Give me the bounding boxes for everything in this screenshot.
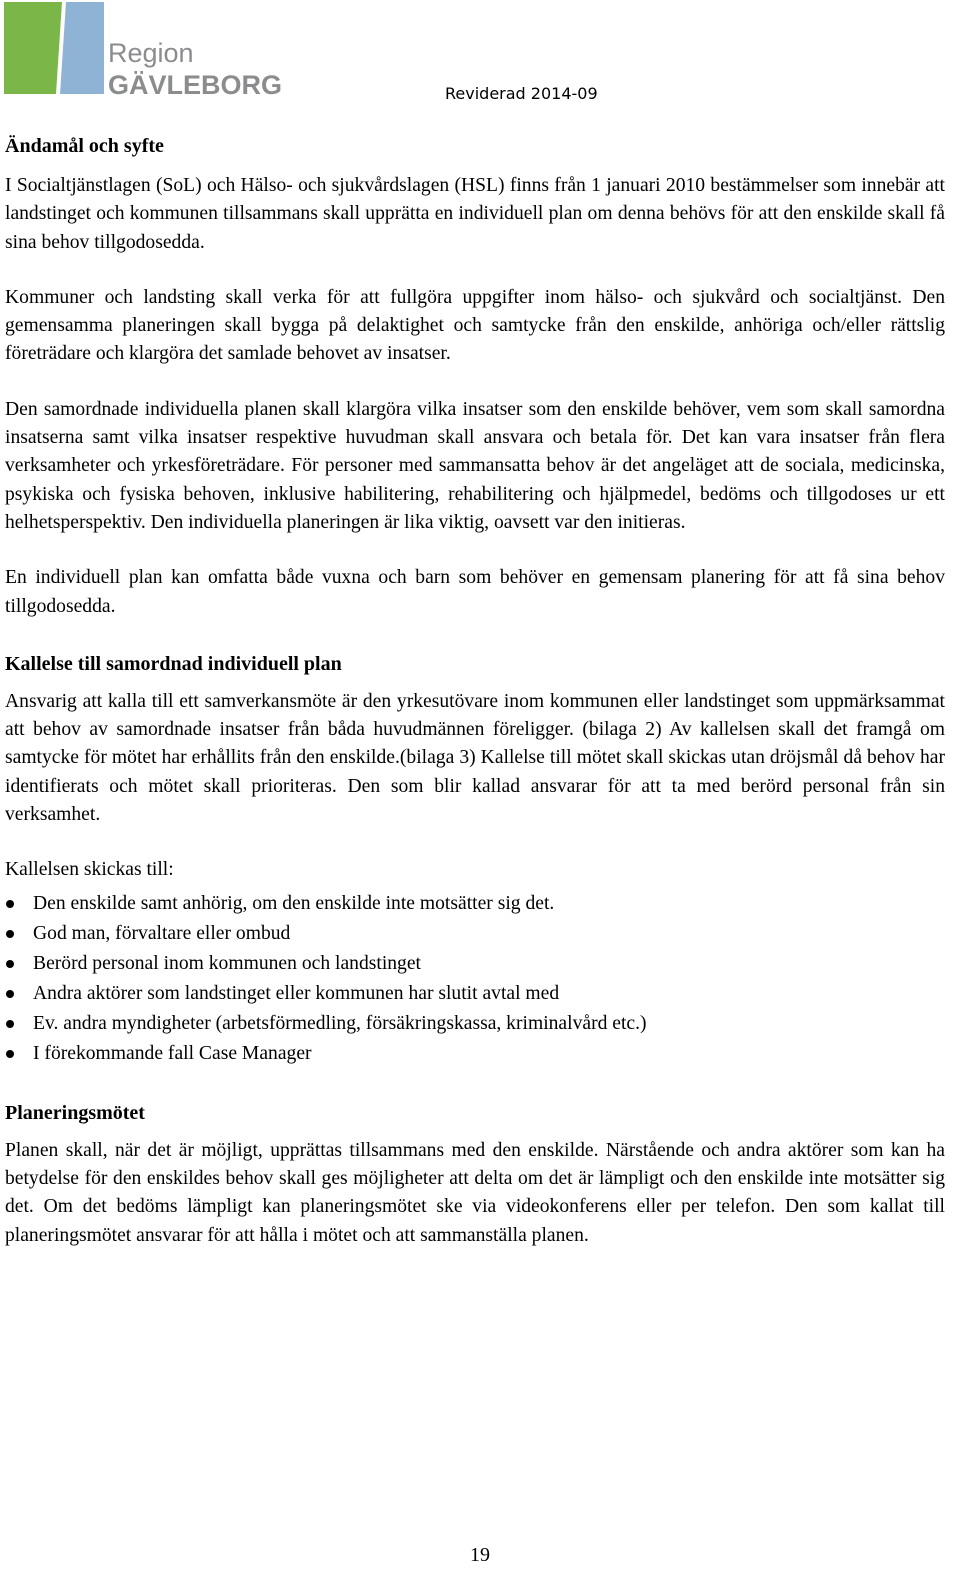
paragraph: En individuell plan kan omfatta både vuxna och barn som behöver en gemensam planering för att få sina behov tillgodosedda. — [5, 567, 945, 617]
list-item — [5, 1009, 945, 1039]
list-item-text: I förekommande fall Case Manager — [33, 1042, 312, 1064]
bullet-icon — [6, 960, 14, 968]
bullet-icon — [6, 930, 14, 938]
list-item — [5, 979, 945, 1009]
bullet-icon — [6, 1020, 14, 1028]
bullet-icon — [6, 900, 14, 908]
section-title-summons: Kallelse till samordnad individuell plan — [5, 652, 342, 675]
paragraph: Kommuner och landsting skall verka för att fullgöra uppgifter inom hälso- och sjukvård och socialtjänst. Den gemensamma planeringen skall bygga på delaktighet och samtycke från den enskilde, anhöriga och/eller rättslig företrädare och klargöra det samlade behovet av insatser. — [5, 286, 945, 365]
list-item-text: Andra aktörer som landstinget eller kommunen har slutit avtal med — [33, 982, 560, 1004]
list-item-text: Ev. andra myndigheter (arbetsförmedling, försäkringskassa, kriminalvård etc.) — [33, 1012, 647, 1034]
recipient-list — [5, 889, 945, 1069]
revision-date: Reviderad 2014-09 — [445, 84, 598, 103]
section-title-purpose: Ändamål och syfte — [5, 135, 164, 157]
list-item-text: Berörd personal inom kommunen och landstinget — [33, 952, 421, 974]
list-item — [5, 949, 945, 979]
document-body — [5, 130, 945, 1277]
page-header — [0, 0, 960, 110]
page-number: 19 — [470, 1544, 490, 1566]
bullet-icon — [6, 1050, 14, 1058]
list-item-text: God man, förvaltare eller ombud — [33, 922, 291, 944]
logo-text-gavleborg: GÄVLEBORG — [108, 70, 283, 100]
list-item-text: Den enskilde samt anhörig, om den enskilde inte motsätter sig det. — [33, 892, 555, 914]
paragraph: Den samordnade individuella planen skall klargöra vilka insatser som den enskilde behöver, vem som skall samordna insatserna samt vilka insatser respektive huvudman skall ansvara och betala för. Det kan vara insatser från flera verksamheter och yrkesföreträdare. För personer med sammansatta behov är det angeläget att de sociala, medicinska, psykiska och fysiska behoven, inklusive habilitering, rehabilitering och hjälpmedel, bedöms och tillgodoses ur ett helhetsperspektiv. Den individuella planeringen är lika viktig, oavsett var den initieras. — [5, 398, 945, 533]
list-intro: Kallelsen skickas till: — [5, 859, 174, 881]
list-item — [5, 889, 945, 919]
paragraph: Planen skall, när det är möjligt, upprättas tillsammans med den enskilde. Närstående och andra aktörer som kan ha betydelse för den enskildes behov skall ges möjligheter att delta om det är lämpligt och den enskilde inte motsätter sig det. Om det bedöms lämpligt kan planeringsmötet ske via videokonferens eller per telefon. Den som kallat till planeringsmötet ansvarar för att hålla i mötet och att sammanställa planen. — [5, 1139, 945, 1246]
list-item — [5, 1039, 945, 1069]
list-item — [5, 919, 945, 949]
paragraph: I Socialtjänstlagen (SoL) och Hälso- och sjukvårdslagen (HSL) finns från 1 januari 2010 bestämmelser som innebär att landstinget och kommunen tillsammans skall upprätta en individuell plan om denna behövs för att den enskilde skall få sina behov tillgodosedda. — [5, 175, 945, 253]
bullet-icon — [6, 990, 14, 998]
logo-text-region: Region — [108, 38, 194, 68]
paragraph: Ansvarig att kalla till ett samverkansmöte är den yrkesutövare inom kommunen eller landstinget som uppmärksammat att behov av samordnade insatser från båda huvudmännen föreligger. (bilaga 2) Av kallelsen skall det framgå om samtycke för mötet har erhållits från den enskilde.(bilaga 3) Kallelse till mötet skall skickas utan dröjsmål då behov har identifierats och mötet skall prioriteras. Den som blir kallad ansvarar för att ta med berörd personal från sin verksamhet. — [5, 690, 945, 826]
section-title-planning-meeting: Planeringsmötet — [5, 1101, 145, 1124]
